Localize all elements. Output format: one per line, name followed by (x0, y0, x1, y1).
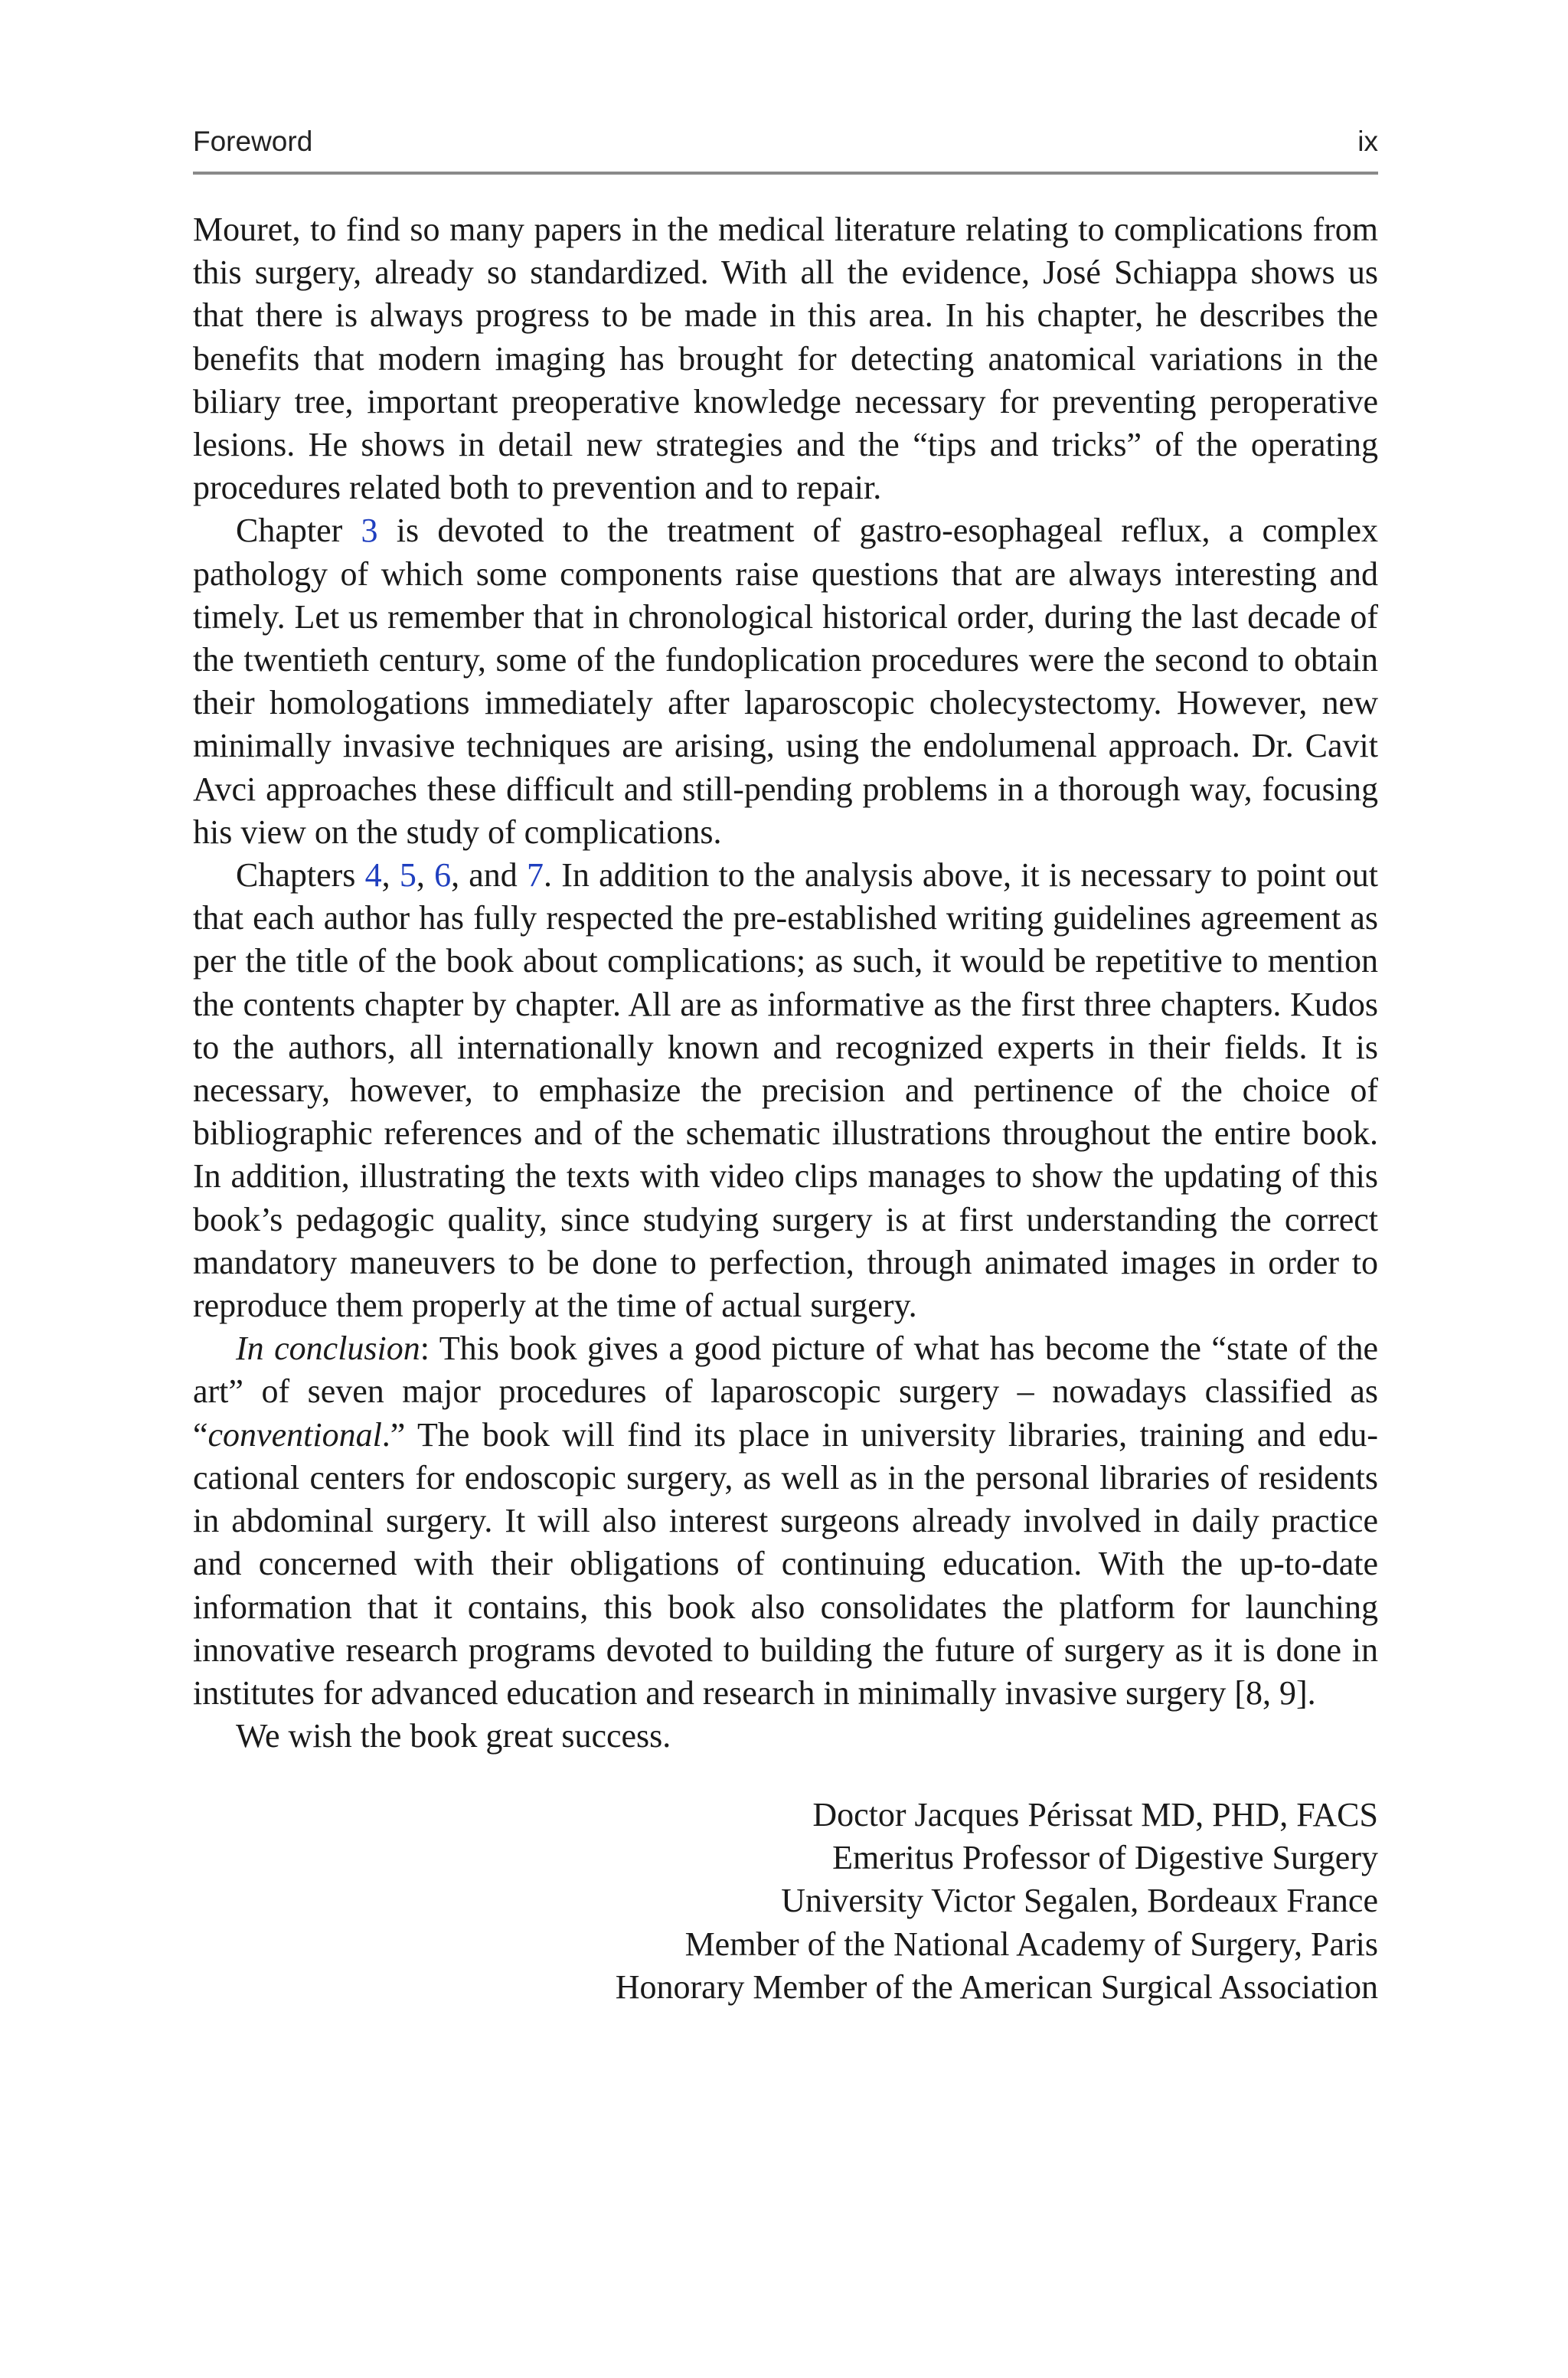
paragraph-text: .” The book will find its place in university libraries, training and educational centers for endoscopic surgery, as well as in the personal libraries of residents in abdominal surgery. It will also interest surgeons already involved in daily practice and concerned with their obligations of continuing education. With the up-to-date information that it contains, this book also consolidates the platform for launching innovative research programs devoted to building the future of surgery as it is done in institutes for advanced education and research in minimally invasive surgery [8, 9]. (193, 1415, 1378, 1712)
header-rule-divider (193, 172, 1378, 175)
paragraph-chapters-4-7 (193, 854, 1378, 1327)
paragraph-text: is devoted to the treatment of gastro-esophageal reflux, a complex pathology of which some components raise questions that are always interesting and timely. Let us remember that in chronological historical order, during the last decade of the twentieth century, some of the fundoplication procedures were the second to obtain their homologations immediately after laparoscopic cholecystectomy. However, new minimally invasive techniques are arising, using the endolumenal approach. Dr. Cavit Avci approaches these difficult and still-pending problems in a thorough way, focusing his view on the study of complications. (193, 512, 1378, 851)
conventional-italic: conventional (207, 1415, 382, 1454)
signature-affiliation: University Victor Segalen, Bordeaux France (781, 1882, 1378, 1920)
foreword-body (193, 208, 1378, 1758)
signature-name: Doctor Jacques Périssat MD, PHD, FACS (812, 1796, 1378, 1833)
chapter-7-link[interactable]: 7 (527, 856, 544, 895)
chapter-4-link[interactable]: 4 (364, 856, 382, 895)
chapter-6-link[interactable]: 6 (434, 856, 452, 895)
paragraph-chapter-3 (193, 509, 1378, 854)
paragraph-lead: Chapter (236, 512, 361, 550)
running-head-section-title: Foreword (193, 126, 313, 157)
conclusion-lead-italic: In conclusion (236, 1330, 420, 1368)
separator: , and (451, 856, 528, 895)
signature-block (616, 1794, 1378, 2009)
paragraph-continued (193, 208, 1378, 509)
chapter-5-link[interactable]: 5 (399, 856, 416, 895)
paragraph-closing-wish (193, 1715, 1378, 1758)
signature-membership: Member of the National Academy of Surgery, Paris (684, 1925, 1378, 1963)
running-head (193, 121, 1378, 162)
separator: , (381, 856, 400, 895)
page-number: ix (1357, 126, 1378, 157)
paragraph-text: . In addition to the analysis above, it is necessary to point out that each author has fully respected the pre-established writing guidelines agreement as per the title of the book about complications; as such, it would be repetitive to mention the contents chapter by chapter. All are as informative as the first three chapters. Kudos to the authors, all internationally known and recognized experts in their fields. It is necessary, however, to emphasize the precision and pertinence of the choice of bibliographic references and of the schematic illustrations throughout the entire book. In addition, illustrating the texts with video clips manages to show the updating of this book’s pedagogic quality, since studying surgery is at first understanding the correct mandatory maneuvers to be done to perfection, through animated images in order to reproduce them properly at the time of actual surgery. (193, 856, 1379, 1325)
paragraph-text: : This book gives a good picture of what has become the “state of the art” of seven major procedures of laparoscopic surgery – nowadays classified as “ (193, 1330, 1378, 1454)
chapter-3-link[interactable]: 3 (361, 512, 378, 550)
paragraph-text: We wish the book great success. (236, 1717, 671, 1755)
paragraph-lead: Chapters (236, 856, 365, 895)
signature-honorary: Honorary Member of the American Surgical Association (615, 1967, 1378, 2006)
separator: , (416, 856, 435, 895)
paragraph-conclusion (193, 1327, 1378, 1715)
paragraph-text: Mouret, to find so many papers in the medical literature relating to complications from this surgery, already so standardized. With all the evidence, José Schiappa shows us that there is always progress to be made in this area. In his chapter, he describes the benefits that modern imaging has brought for detecting anatomical variations in the biliary tree, important preoperative knowledge necessary for preventing peroperative lesions. He shows in detail new strategies and the “tips and tricks” of the operating procedures related both to prevention and to repair. (193, 211, 1378, 507)
signature-title: Emeritus Professor of Digestive Surgery (832, 1839, 1378, 1877)
